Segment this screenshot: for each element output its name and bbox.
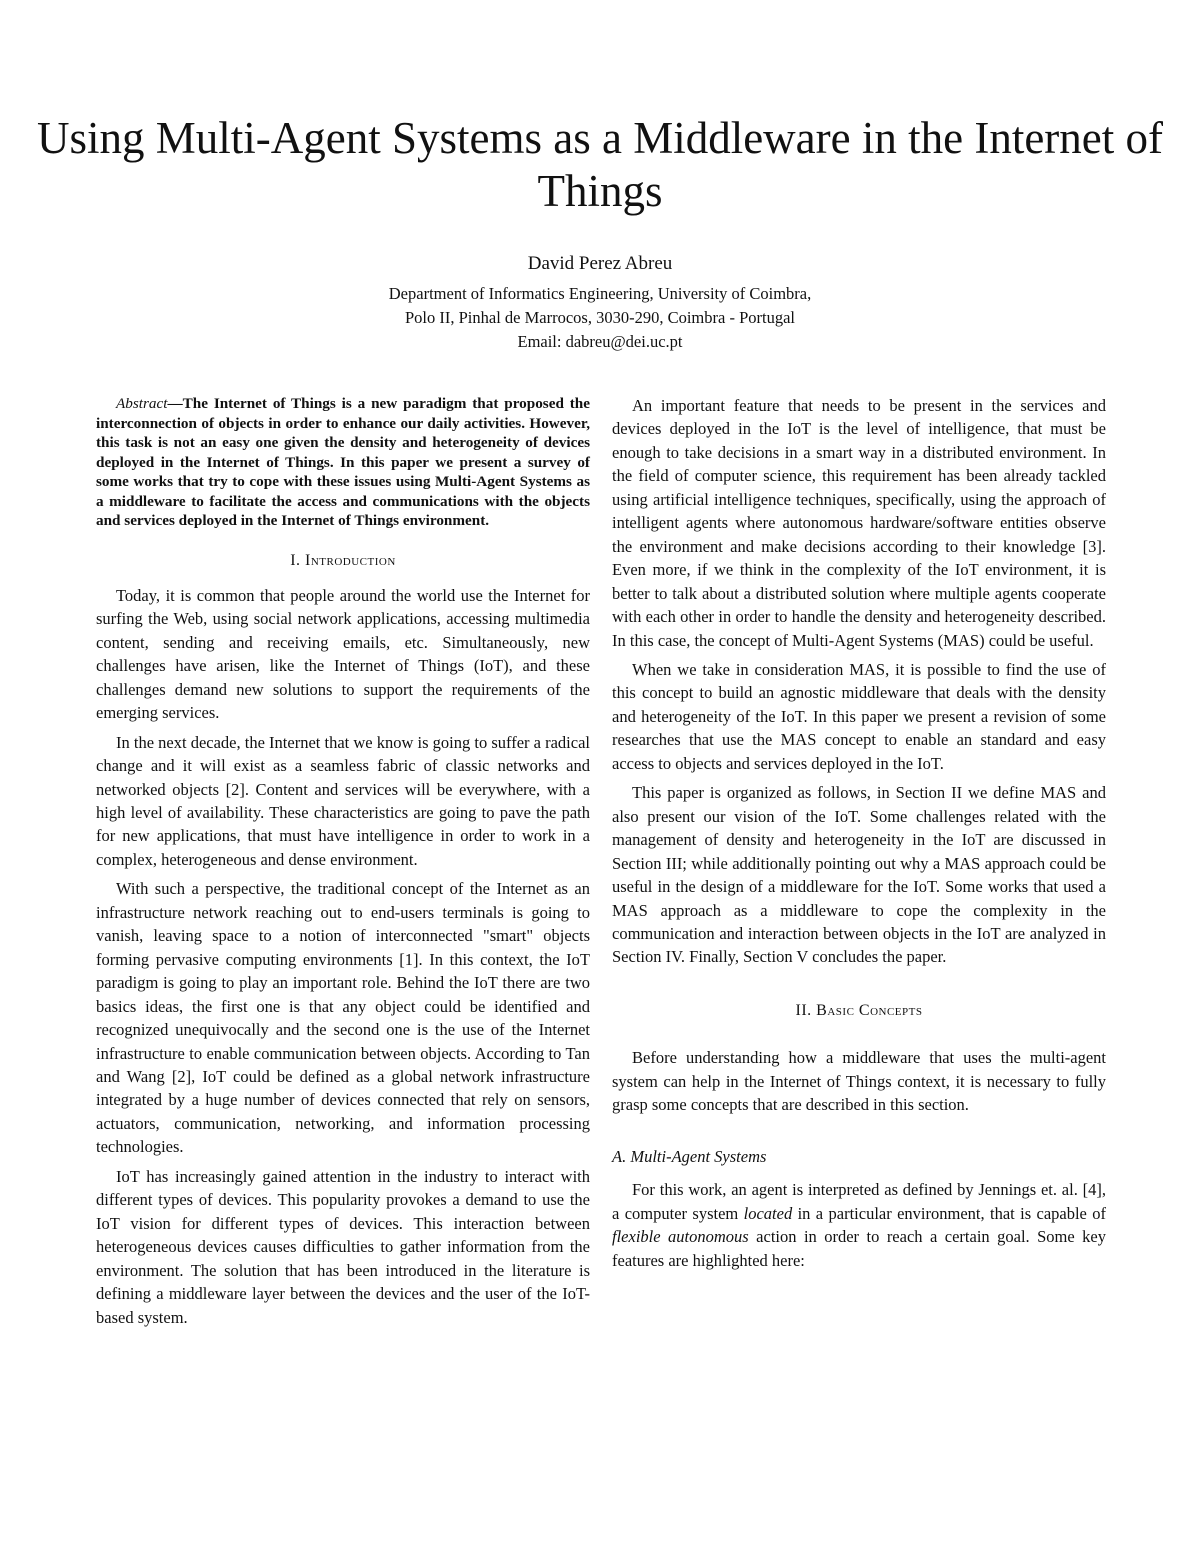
paper-title: Using Multi-Agent Systems as a Middleware in the Internet of Things (36, 113, 1164, 216)
paragraph: Today, it is common that people around the world use the Internet for surfing the Web, using social network applications, accessing multimedia content, sending and receiving emails, etc. Simultaneously, new challenges have arisen, like the Internet of Things (IoT), and these challenges demand new solutions to support the requirements of the emerging services. (96, 585, 590, 723)
author-name: David Perez Abreu (527, 253, 673, 274)
paragraph: This paper is organized as follows, in Section II we define MAS and also present our vision of the IoT. Some challenges related with the management of density and heterogeneity in the IoT are discussed in Section III; while additionally pointing out why a MAS approach could be useful in the design of a middleware for the IoT. Some works that used a MAS approach as a middleware to cope the complexity in the communication and interaction between objects in the IoT are analyzed in Section IV. Finally, Section V concludes the paper. (612, 783, 1106, 967)
abstract (96, 394, 590, 531)
paragraph: An important feature that needs to be present in the services and devices deployed in the IoT is the level of intelligence, that must be enough to take decisions in a smart way in a distributed environment. In the field of computer science, this requirement has been already tackled using artificial intelligence techniques, specifically, using the approach of intelligent agents where autonomous hardware/software entities observe the environment and make decisions according to their knowledge [3]. Even more, if we think in the complexity of the IoT environment, it is better to talk about a distributed solution where multiple agents cooperate with each other in order to handle the density and heterogeneity described. In this case, the concept of Multi-Agent Systems (MAS) could be useful. (612, 396, 1106, 650)
abstract-text: —The Internet of Things is a new paradigm that proposed the interconnection of objects in order to enhance our daily activities. However, this task is not an easy one given the density and heterogeneity of devices deployed in the Internet of Things. In this paper we present a survey of some works that try to cope with these issues using Multi-Agent Systems as a middleware to facilitate the access and communications with the objects and services deployed in the Internet of Things environment. (96, 395, 590, 529)
paragraph: Before understanding how a middleware that uses the multi-agent system can help in the Internet of Things context, it is necessary to fully grasp some concepts that are described in this section. (612, 1048, 1106, 1115)
left-column (96, 394, 590, 1335)
section-heading-introduction: I. Introduction (290, 551, 396, 569)
author-block (0, 252, 1200, 354)
abstract-label: Abstract (116, 395, 168, 412)
emphasis: located (743, 1203, 793, 1223)
author-email: Email: dabreu@dei.uc.pt (517, 332, 683, 351)
subsection-heading-mas: A. Multi-Agent Systems (612, 1146, 767, 1166)
paragraph: For this work, an agent is interpreted as defined by Jennings et. al. [4], a computer system located in a particular environment, that is capable of flexible autonomous action in order to reach a certain goal. Some key features are highlighted here: (612, 1180, 1107, 1270)
emphasis: flexible autonomous (612, 1227, 749, 1247)
paragraph: IoT has increasingly gained attention in the industry to interact with different types of devices. This popularity provokes a demand to use the IoT vision for different types of devices. This interaction between heterogeneous devices causes difficulties to gather information from the environment. The solution that has been introduced in the literature is defining a middleware layer between the devices and the user of the IoT-based system. (96, 1166, 590, 1327)
affiliation-line: Polo II, Pinhal de Marrocos, 3030-290, Coimbra - Portugal (405, 308, 795, 327)
right-column (612, 394, 1106, 1278)
section-heading-basic-concepts: II. Basic Concepts (795, 1001, 923, 1019)
paragraph: With such a perspective, the traditional concept of the Internet as an infrastructure network reaching out to end-users terminals is going to vanish, leaving space to a notion of interconnected "smart" objects forming pervasive computing environments [1]. In this context, the IoT paradigm is going to play an important role. Behind the IoT there are two basics ideas, the first one is that any object could be identified and recognized unequivocally and the second one is the use of the Internet infrastructure to enable communication between objects. According to Tan and Wang [2], IoT could be defined as a global network infrastructure integrated by a huge number of devices connected that rely on sensors, actuators, communication, networking, and information processing technologies. (96, 879, 590, 1157)
affiliation-line: Department of Informatics Engineering, University of Coimbra, (388, 284, 812, 303)
paragraph: In the next decade, the Internet that we know is going to suffer a radical change and it will exist as a seamless fabric of classic networks and networked objects [2]. Content and services will be everywhere, with a high level of availability. These characteristics are going to pave the path for new applications, that must have intelligence in order to work in a complex, heterogeneous and dense environment. (96, 732, 590, 869)
paragraph: When we take in consideration MAS, it is possible to find the use of this concept to build an agnostic middleware that deals with the density and heterogeneity of the IoT. In this paper we present a revision of some researches that use the MAS concept to enable an standard and easy access to objects and services deployed in the IoT. (612, 659, 1106, 773)
